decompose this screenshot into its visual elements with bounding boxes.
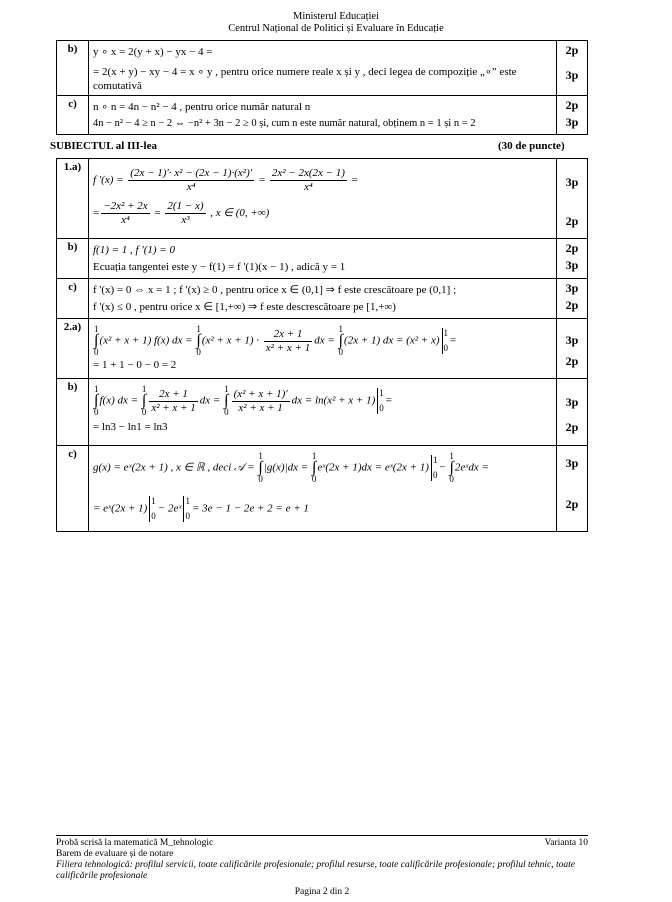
points-value: 2p — [565, 420, 579, 434]
points-value: 2p — [565, 214, 579, 228]
solution-line: = 2(x + y) − xy − 4 = x ∘ y , pentru orice numere reale x și y , deci legea de compoziție „∘” este comutativă — [93, 66, 517, 92]
item-label: 1.a) — [57, 159, 89, 239]
fraction: $\frac{\text{−2x² + 2x}}{\text{x⁴}}$ — [103, 200, 148, 226]
integral-sign: 1 ∫ 0 — [224, 384, 229, 417]
item-label: c) — [57, 96, 89, 135]
points-value: 2p — [565, 43, 579, 57]
points-value: 2p — [565, 298, 579, 312]
footer — [56, 838, 588, 898]
points-value: 3p — [565, 395, 579, 409]
footer-barem: Barem de evaluare și de notare — [56, 849, 174, 859]
item-label: b) — [57, 41, 89, 96]
evaluation-bar: 1 0 — [151, 496, 156, 521]
points-value: 3p — [565, 333, 579, 347]
formula-text: f '(x) = — [93, 174, 124, 187]
table-row: b) 1 ∫ 0 f(x) dx = 1 ∫ 0 $\frac{2x + 1}{\text{x² + x + 1}}$ dx = 1 ∫ 0 $\frac{\text{(x² + x + 1)'}}{\text{x² + x + 1}}$ dx = ln(x² + x + 1) 1 0 = = ln3 − ln1 = ln3 3p 2p — [57, 379, 588, 446]
item-label: c) — [57, 279, 89, 319]
main-table — [56, 158, 588, 532]
footer-divider — [56, 835, 588, 836]
integral-sign: 1 ∫ 0 — [94, 384, 99, 417]
solution-line: Ecuația tangentei este y − f(1) = f '(1)(x − 1) , adică y = 1 — [93, 261, 346, 273]
points-value: 3p — [565, 68, 579, 82]
integral-sign: 1 ∫ 0 — [141, 384, 147, 417]
solution-line: = ln3 − ln1 = ln3 — [93, 421, 168, 433]
points-value: 3p — [565, 456, 579, 470]
integral-sign: 1 ∫ 0 — [196, 324, 201, 357]
item-label: b) — [57, 379, 89, 446]
integral-sign: 1 ∫ 0 — [311, 451, 317, 484]
fraction: $\frac{2(1 - x)}{\text{x³}}$ — [167, 200, 204, 226]
item-label: c) — [57, 446, 89, 532]
solution-line: = 1 + 1 − 0 − 0 = 2 — [93, 359, 177, 371]
points-value: 2p — [565, 241, 579, 255]
solution-line: f '(x) ≤ 0 , pentru orice x ∈ [1,+∞) ⇒ f este descrescătoare pe [1,+∞) — [93, 301, 396, 313]
integral-sign: 1 ∫ 0 — [338, 324, 344, 357]
solution-line: 4n − n² − 4 ≥ n − 2 ⇔ −n² + 3n − 2 ≥ 0 și, cum n este număr natural, obținem n = 1 și n = 2 — [93, 118, 476, 129]
integral-sign: 1 ∫ 0 — [258, 451, 263, 484]
footer-variant: Varianta 10 — [544, 838, 588, 848]
points-value: 3p — [565, 281, 579, 295]
table-row: 1.a) f '(x) = $\frac{\text{(2x − 1)'· x² − (2x − 1)·(x²)'}}{\text{x⁴}}$ = $\frac{\text{2x² − 2x(2x − 1)}}{\text{x⁴}}$ = = $\frac{\text{−2x² + 2x}}{\text{x⁴}}$ = $\frac{2(1 - x)}{\text{x³}}$ , x ∈ (0, +∞) 3p 2p — [57, 159, 588, 239]
table-row: 2.a) 1 ∫ 0 (x² + x + 1) f(x) dx = 1 ∫ 0 (x² + x + 1) · $\frac{2x + 1}{\text{x² + x + 1}}$ dx = 1 ∫ 0 (2x + 1) dx = (x² + x) 1 0 = = 1 + 1 − 0 − 0 = 2 3p 2p — [57, 319, 588, 379]
points-value: 3p — [565, 115, 579, 129]
document-header — [0, 11, 672, 35]
section-score: (30 de puncte) — [498, 140, 565, 152]
item-label: b) — [57, 239, 89, 279]
fraction: $\frac{2x + 1}{\text{x² + x + 1}}$ — [265, 327, 311, 354]
table-row — [57, 41, 588, 96]
fraction: $\frac{2x + 1}{\text{x² + x + 1}}$ — [151, 387, 196, 414]
integral-sign: 1 ∫ 0 — [94, 324, 99, 357]
solution-line: f(1) = 1 , f '(1) = 0 — [93, 244, 175, 256]
fraction: $\frac{\text{(x² + x + 1)'}}{\text{x² + x + 1}}$ — [233, 387, 288, 414]
points-value: 2p — [565, 354, 579, 368]
evaluation-bar: 1 0 — [379, 388, 384, 413]
evaluation-bar: 1 0 — [432, 455, 438, 480]
points-value: 2p — [565, 497, 579, 511]
solution-line: y ∘ x = 2(y + x) − yx − 4 = — [93, 46, 213, 58]
solution-line: n ∘ n = 4n − n² − 4 , pentru orice număr natural n — [93, 101, 311, 113]
ministry-name: Ministerul Educației — [292, 11, 380, 22]
formula-text: , x ∈ (0, +∞) — [210, 207, 270, 220]
table-row — [57, 239, 588, 279]
footer-exam-name: Probă scrisă la matematică M_tehnologic — [56, 838, 214, 848]
points-value: 3p — [565, 258, 579, 272]
footer-profile: Filiera tehnologică: profilul servicii, toate calificările profesionale; profilul resurse, toate calificările profesionale; profilul tehnic, toate calificările profesionale — [56, 860, 575, 881]
fraction: $\frac{\text{(2x − 1)'· x² − (2x − 1)·(x²)'}}{\text{x⁴}}$ — [130, 167, 253, 193]
points-value: 3p — [565, 175, 579, 189]
solution-line: f '(x) = 0 ⇔ x = 1 ; f '(x) ≥ 0 , pentru orice x ∈ (0,1] ⇒ f este crescătoare pe (0,1] ; — [93, 284, 457, 296]
table-row — [57, 279, 588, 319]
page-number: Pagina 2 din 2 — [294, 887, 350, 897]
item-label: 2.a) — [57, 319, 89, 379]
table-row: c) g(x) = eˣ(2x + 1) , x ∈ ℝ , deci 𝒜 = 1 ∫ 0 |g(x)|dx = 1 ∫ 0 eˣ(2x + 1)dx = eˣ(2x + 1) 1 0 − 1 ∫ 0 2eˣdx = = eˣ(2x + 1) 1 0 − 2eˣ 1 0 = 3e − 1 − 2e + 2 = e + 1 3p 2p — [57, 446, 588, 532]
section-title: SUBIECTUL al III-lea — [50, 140, 157, 152]
points-value: 2p — [565, 98, 579, 112]
center-name: Centrul Național de Politici și Evaluare în Educație — [228, 23, 444, 34]
table-row — [57, 96, 588, 135]
fraction: $\frac{\text{2x² − 2x(2x − 1)}}{\text{x⁴}}$ — [271, 167, 345, 193]
evaluation-bar: 1 0 — [185, 496, 190, 521]
integral-sign: 1 ∫ 0 — [449, 451, 454, 484]
evaluation-bar: 1 0 — [443, 328, 449, 353]
top-table — [56, 40, 588, 135]
